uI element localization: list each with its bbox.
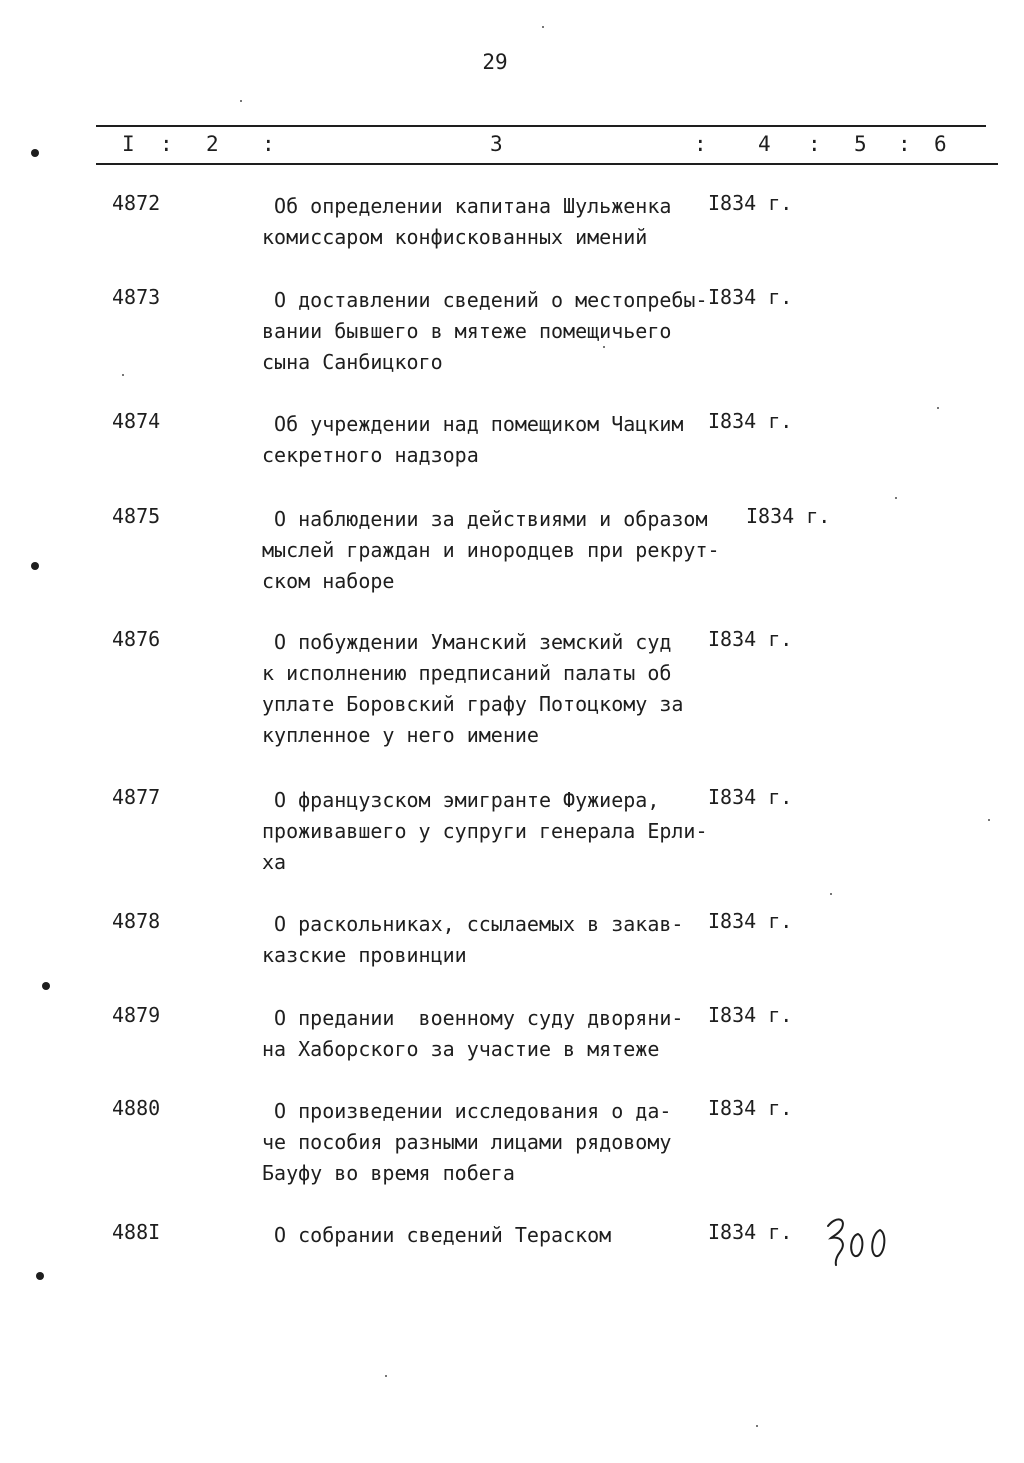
entry-title: О французском эмигранте Фужиера, проживавшего у супруги генерала Ерли- ха — [262, 788, 708, 874]
column-header-4: 4 — [758, 132, 771, 156]
entry-number: 4875 — [112, 504, 161, 528]
scan-speck — [603, 346, 605, 348]
entry-title: О доставлении сведений о местопребы- вании бывшего в мятеже помещичьего сына Санбицкого — [262, 288, 708, 374]
entry-year: I834 г. — [708, 1220, 793, 1244]
column-header-5: 5 — [854, 132, 867, 156]
column-separator: : — [262, 132, 275, 156]
header-bottom-rule — [96, 163, 998, 165]
entry-year: I834 г. — [708, 409, 793, 433]
scan-speck — [988, 819, 990, 821]
scan-speck — [240, 100, 242, 102]
entry-number: 4877 — [112, 785, 161, 809]
entry-title: О собрании сведений Тераском — [262, 1223, 612, 1247]
entry-year: I834 г. — [708, 785, 793, 809]
column-separator: : — [160, 132, 173, 156]
column-header-3: 3 — [490, 132, 503, 156]
scan-speck — [122, 374, 124, 376]
entry-title: Об учреждении над помещиком Чацким секретного надзора — [262, 412, 684, 467]
entry-title: О наблюдении за действиями и образом мыслей граждан и инородцев при рекрут- ском наборе — [262, 507, 720, 593]
column-separator: : — [898, 132, 911, 156]
entry-title: О предании военному суду дворяни- на Хаборского за участие в мятеже — [262, 1006, 684, 1061]
entry-title: Об определении капитана Шульженка комиссаром конфискованных имений — [262, 194, 672, 249]
column-header-1: I — [122, 132, 135, 156]
entry-number: 4879 — [112, 1003, 161, 1027]
entry-number: 4878 — [112, 909, 161, 933]
entry-number: 4873 — [112, 285, 161, 309]
entry-number: 4874 — [112, 409, 161, 433]
header-top-rule — [96, 125, 986, 127]
entry-number: 4880 — [112, 1096, 161, 1120]
scan-speck — [937, 407, 939, 409]
entry-number: 4872 — [112, 191, 161, 215]
binder-hole-mark — [31, 149, 39, 157]
scan-speck — [895, 497, 897, 499]
entry-year: I834 г. — [708, 191, 793, 215]
binder-hole-mark — [31, 562, 39, 570]
column-separator: : — [808, 132, 821, 156]
binder-hole-mark — [36, 1272, 44, 1280]
entry-title: О произведении исследования о да- че пособия разными лицами рядовому Бауфу во время побега — [262, 1099, 672, 1185]
entry-year: I834 г. — [708, 1096, 793, 1120]
column-header-6: 6 — [934, 132, 947, 156]
scan-speck — [542, 26, 544, 28]
entry-year: I834 г. — [708, 1003, 793, 1027]
entry-title: О побуждении Уманский земский суд к исполнению предписаний палаты об уплате Боровский графу Потоцкому за купленное у него имение — [262, 630, 684, 747]
entry-title: О раскольниках, ссылаемых в закав- казские провинции — [262, 912, 684, 967]
handwritten-annotation — [822, 1214, 894, 1266]
column-separator: : — [694, 132, 707, 156]
entry-year: I834 г. — [708, 909, 793, 933]
entry-year: I834 г. — [708, 285, 793, 309]
binder-hole-mark — [42, 982, 50, 990]
entry-year: I834 г. — [746, 504, 831, 528]
page-number: 29 — [482, 50, 508, 74]
column-header-2: 2 — [206, 132, 219, 156]
entry-number: 488I — [112, 1220, 161, 1244]
entry-number: 4876 — [112, 627, 161, 651]
scan-speck — [830, 893, 832, 895]
scan-speck — [756, 1425, 758, 1427]
entry-year: I834 г. — [708, 627, 793, 651]
scan-speck — [385, 1375, 387, 1377]
